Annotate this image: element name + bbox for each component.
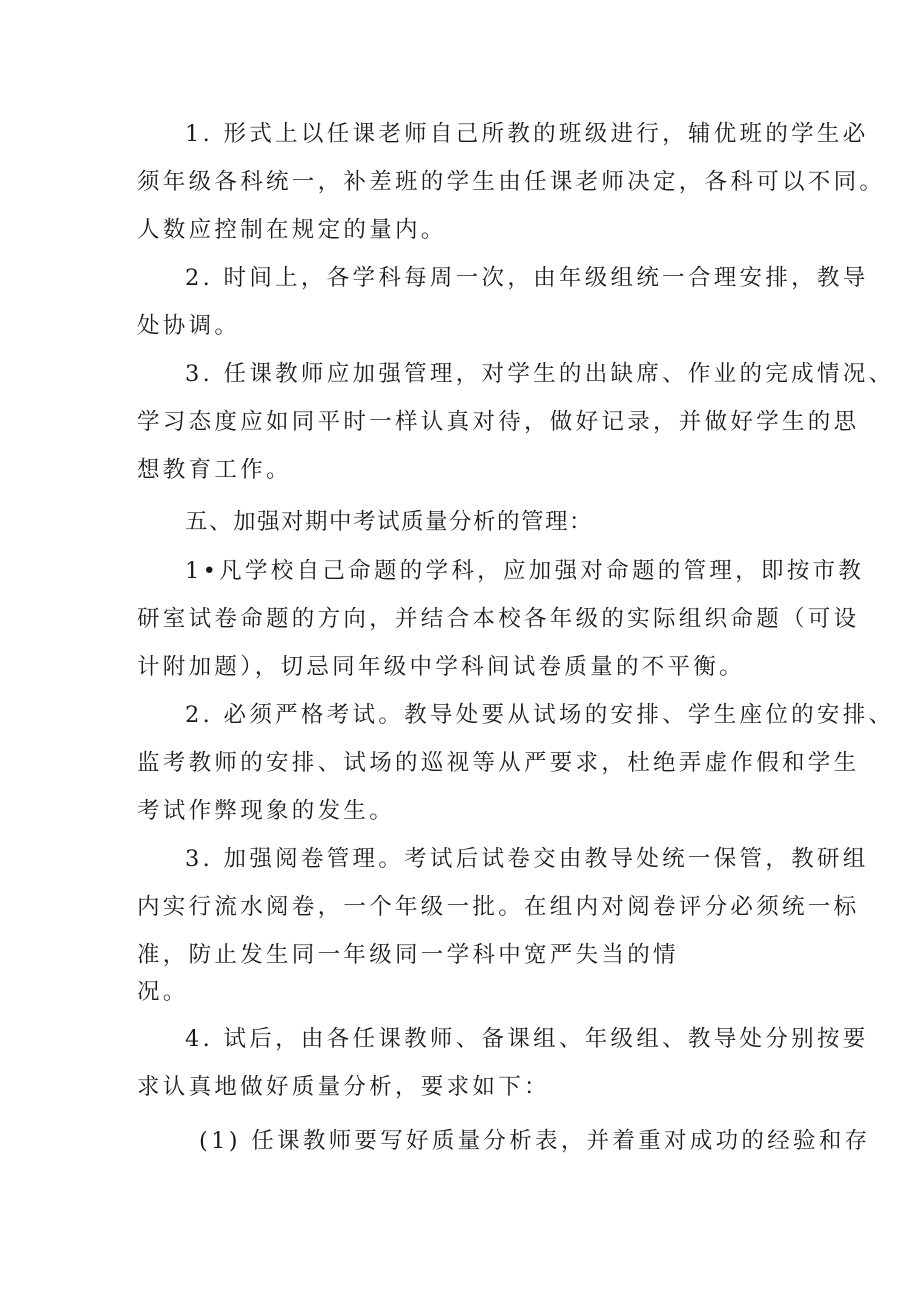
text-line: (1) 任课教师要写好质量分析表，并着重对成功的经验和存 [199,1128,871,1154]
text-line: 况。 [137,979,189,1005]
text-line: 1. 形式上以任课老师自己所教的班级进行，辅优班的学生必 [185,121,869,147]
text-line: 人数应控制在规定的量内。 [137,217,447,243]
text-line: 想教育工作。 [137,457,292,483]
text-line: 学习态度应如同平时一样认真对待，做好记录，并做好学生的思 [137,409,860,435]
text-line: 处协调。 [137,313,241,339]
text-line: 须年级各科统一，补差班的学生由任课老师决定，各科可以不同。 [137,169,886,195]
text-line: 计附加题），切忌同年级中学科间试卷质量的不平衡。 [137,654,745,680]
text-line: 准，防止发生同一年级同一学科中宽严失当的情 [137,942,679,968]
text-line: 考试作弊现象的发生。 [137,798,396,824]
text-line: 研室试卷命题的方向，并结合本校各年级的实际组织命题（可设 [137,606,860,632]
text-line: 求认真地做好质量分析，要求如下： [137,1074,550,1100]
section-heading: 五、加强对期中考试质量分析的管理： [185,509,594,535]
text-line: 2. 时间上，各学科每周一次，由年级组统一合理安排，教导 [185,265,869,291]
text-line: 监考教师的安排、试场的巡视等从严要求，杜绝弄虚作假和学生 [137,750,860,776]
text-line: 3. 任课教师应加强管理，对学生的出缺席、作业的完成情况、 [185,361,895,387]
text-line: 1•凡学校自己命题的学科，应加强对命题的管理，即按市教 [185,558,865,584]
text-line: 3. 加强阅卷管理。考试后试卷交由教导处统一保管，教研组 [185,846,869,872]
text-line: 4. 试后，由各任课教师、备课组、年级组、教导处分别按要 [185,1026,869,1052]
text-line: 内实行流水阅卷，一个年级一批。在组内对阅卷评分必须统一标 [137,894,860,920]
text-line: 2. 必须严格考试。教导处要从试场的安排、学生座位的安排、 [185,702,895,728]
